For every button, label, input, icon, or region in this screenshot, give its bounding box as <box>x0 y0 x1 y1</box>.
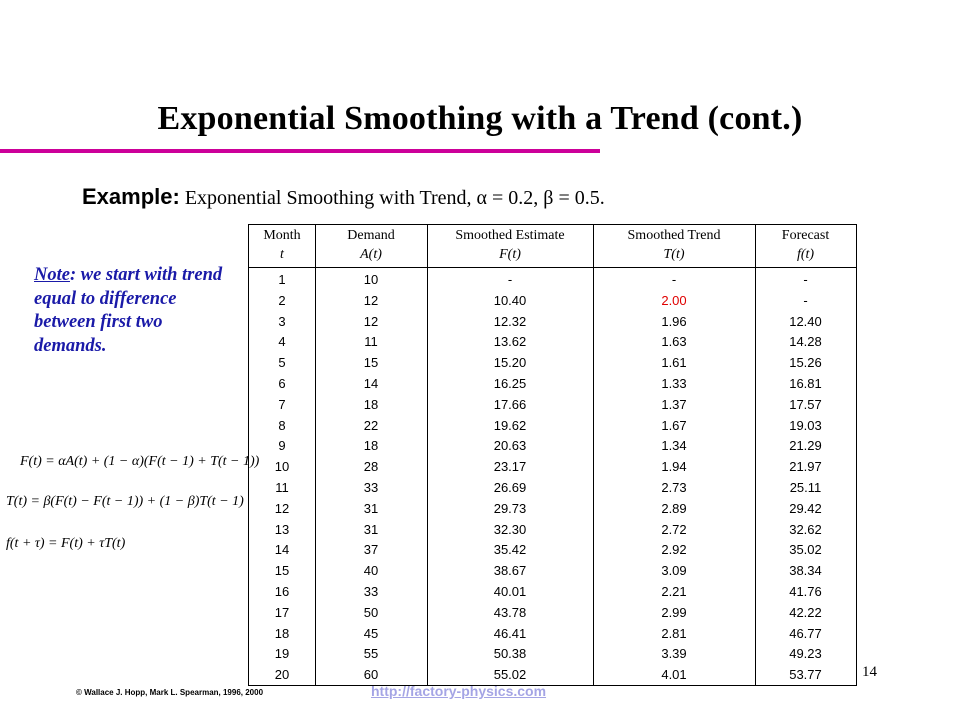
header-forecast: Forecast <box>781 228 830 243</box>
cell-smoothed-trend: 2.81 <box>661 625 687 641</box>
example-lead: Example: <box>82 184 180 209</box>
cell-forecast: 17.57 <box>789 396 822 412</box>
smoothing-table <box>248 224 857 686</box>
header-smoothed-estimate: Smoothed Estimate <box>455 228 565 243</box>
cell-forecast: 29.42 <box>789 500 822 516</box>
cell-month: 9 <box>278 438 286 454</box>
header-symbol-smoothed-trend: T(t) <box>663 247 685 262</box>
cell-demand: 10 <box>363 272 379 287</box>
slide-title: Exponential Smoothing with a Trend (cont.) <box>157 100 803 137</box>
cell-month: 1 <box>278 272 286 287</box>
page-number: 14 <box>862 664 877 680</box>
cell-smoothed-estimate: 50.38 <box>493 646 527 662</box>
cell-smoothed-estimate: 12.32 <box>493 313 527 329</box>
formula-smoothed-estimate: F(t) = αA(t) + (1 − α)(F(t − 1) + T(t − 1)) <box>20 454 260 469</box>
cell-demand: 28 <box>363 459 379 475</box>
cell-smoothed-estimate: 10.40 <box>493 292 527 308</box>
cell-demand: 15 <box>363 355 379 371</box>
cell-demand: 33 <box>363 584 379 599</box>
formula-smoothed-trend: T(t) = β(F(t) − F(t − 1)) + (1 − β)T(t − 1) <box>6 494 244 509</box>
cell-month: 12 <box>274 500 290 516</box>
cell-smoothed-trend: 3.09 <box>661 563 687 579</box>
cell-month: 3 <box>278 313 286 329</box>
cell-forecast: 35.02 <box>789 542 822 558</box>
cell-smoothed-estimate: 38.67 <box>493 563 527 579</box>
cell-forecast: 32.62 <box>789 521 822 537</box>
cell-forecast: 41.76 <box>789 584 822 599</box>
cell-month: 5 <box>278 355 286 371</box>
cell-forecast: 19.03 <box>789 417 822 433</box>
table-header-divider <box>249 267 856 268</box>
cell-forecast: - <box>803 292 808 308</box>
cell-month: 10 <box>274 459 290 475</box>
cell-demand: 31 <box>363 521 379 537</box>
cell-smoothed-trend: 2.73 <box>661 480 687 495</box>
cell-smoothed-estimate: 32.30 <box>493 521 527 537</box>
header-demand: Demand <box>347 228 395 243</box>
cell-smoothed-estimate: 17.66 <box>493 396 527 412</box>
cell-demand: 12 <box>363 292 379 308</box>
cell-smoothed-estimate: 26.69 <box>493 480 527 495</box>
cell-forecast: 16.81 <box>789 376 822 391</box>
cell-forecast: 12.40 <box>789 313 822 329</box>
cell-demand: 31 <box>363 500 379 516</box>
cell-demand: 55 <box>363 646 379 662</box>
cell-demand: 50 <box>363 604 379 620</box>
cell-month: 19 <box>274 646 290 662</box>
cell-month: 20 <box>274 667 290 683</box>
cell-forecast: 42.22 <box>789 604 822 620</box>
cell-smoothed-estimate: 46.41 <box>493 625 527 641</box>
header-symbol-demand: A(t) <box>360 247 382 262</box>
cell-month: 16 <box>274 584 290 599</box>
cell-smoothed-trend: 2.21 <box>661 584 687 599</box>
cell-month: 18 <box>274 625 290 641</box>
cell-smoothed-estimate: 20.63 <box>493 438 527 454</box>
cell-demand: 18 <box>363 438 379 454</box>
cell-forecast: 49.23 <box>789 646 822 662</box>
cell-smoothed-trend: 1.37 <box>661 396 687 412</box>
cell-demand: 22 <box>363 417 379 433</box>
cell-smoothed-estimate: 55.02 <box>493 667 527 683</box>
cell-smoothed-trend: 1.96 <box>661 313 687 329</box>
cell-forecast: 21.29 <box>789 438 822 454</box>
cell-demand: 33 <box>363 480 379 495</box>
example-text: Exponential Smoothing with Trend, α = 0.2, β = 0.5. <box>184 187 605 209</box>
cell-smoothed-trend: 2.99 <box>661 604 687 620</box>
cell-forecast: 25.11 <box>789 480 822 495</box>
cell-demand: 37 <box>363 542 379 558</box>
cell-forecast: - <box>803 272 808 287</box>
cell-demand: 45 <box>363 625 379 641</box>
cell-forecast: 38.34 <box>789 563 822 579</box>
header-smoothed-trend: Smoothed Trend <box>627 228 721 243</box>
cell-smoothed-trend: 4.01 <box>661 667 687 683</box>
website-link[interactable]: http://factory-physics.com <box>371 683 547 699</box>
cell-demand: 40 <box>363 563 379 579</box>
example-subtitle <box>82 184 605 210</box>
cell-smoothed-estimate: 29.73 <box>493 500 527 516</box>
header-symbol-month: t <box>280 247 284 262</box>
cell-month: 11 <box>275 480 289 495</box>
note-lead: Note <box>34 265 70 285</box>
cell-forecast: 14.28 <box>789 334 822 350</box>
cell-smoothed-trend: - <box>671 272 677 287</box>
cell-smoothed-estimate: 19.62 <box>493 417 527 433</box>
cell-month: 13 <box>274 521 290 537</box>
cell-forecast: 21.97 <box>789 459 822 475</box>
cell-smoothed-trend: 1.61 <box>661 355 687 371</box>
cell-demand: 14 <box>363 376 379 391</box>
cell-month: 15 <box>274 563 290 579</box>
cell-demand: 18 <box>363 396 379 412</box>
cell-smoothed-trend: 2.72 <box>661 521 687 537</box>
cell-demand: 60 <box>363 667 379 683</box>
cell-demand: 12 <box>363 313 379 329</box>
cell-smoothed-estimate: 40.01 <box>493 584 527 599</box>
cell-smoothed-trend-initial: 2.00 <box>661 292 687 308</box>
title-underline <box>0 149 600 153</box>
header-month: Month <box>263 228 301 243</box>
cell-smoothed-estimate: 23.17 <box>493 459 527 475</box>
header-symbol-forecast: f(t) <box>796 247 815 262</box>
cell-forecast: 15.26 <box>789 355 822 371</box>
cell-month: 6 <box>278 376 286 391</box>
cell-month: 7 <box>278 396 286 412</box>
cell-forecast: 46.77 <box>789 625 822 641</box>
cell-smoothed-trend: 1.34 <box>661 438 687 454</box>
cell-smoothed-estimate: 13.62 <box>493 334 527 350</box>
cell-smoothed-estimate: 15.20 <box>493 355 527 371</box>
cell-month: 2 <box>278 292 286 308</box>
formula-forecast: f(t + τ) = F(t) + τT(t) <box>6 536 126 551</box>
cell-smoothed-estimate: - <box>507 272 513 287</box>
cell-smoothed-trend: 1.94 <box>661 459 687 475</box>
cell-month: 8 <box>278 417 286 433</box>
cell-smoothed-trend: 1.33 <box>661 376 687 391</box>
cell-demand: 11 <box>364 334 378 350</box>
cell-month: 17 <box>274 604 290 620</box>
cell-smoothed-estimate: 16.25 <box>493 376 527 391</box>
cell-smoothed-estimate: 35.42 <box>493 542 527 558</box>
cell-smoothed-trend: 1.67 <box>661 417 687 433</box>
cell-smoothed-trend: 3.39 <box>661 646 687 662</box>
note-text: : we start with trend equal to difference between first two demands. <box>34 265 223 356</box>
cell-month: 4 <box>278 334 286 350</box>
cell-forecast: 53.77 <box>789 667 822 683</box>
cell-smoothed-trend: 2.92 <box>661 542 687 558</box>
cell-month: 14 <box>274 542 290 558</box>
note-box <box>34 264 239 358</box>
cell-smoothed-trend: 2.89 <box>661 500 687 516</box>
cell-smoothed-estimate: 43.78 <box>493 604 527 620</box>
copyright-notice: © Wallace J. Hopp, Mark L. Spearman, 1996, 2000 <box>76 688 264 697</box>
header-symbol-smoothed-estimate: F(t) <box>499 247 521 262</box>
cell-smoothed-trend: 1.63 <box>661 334 687 350</box>
